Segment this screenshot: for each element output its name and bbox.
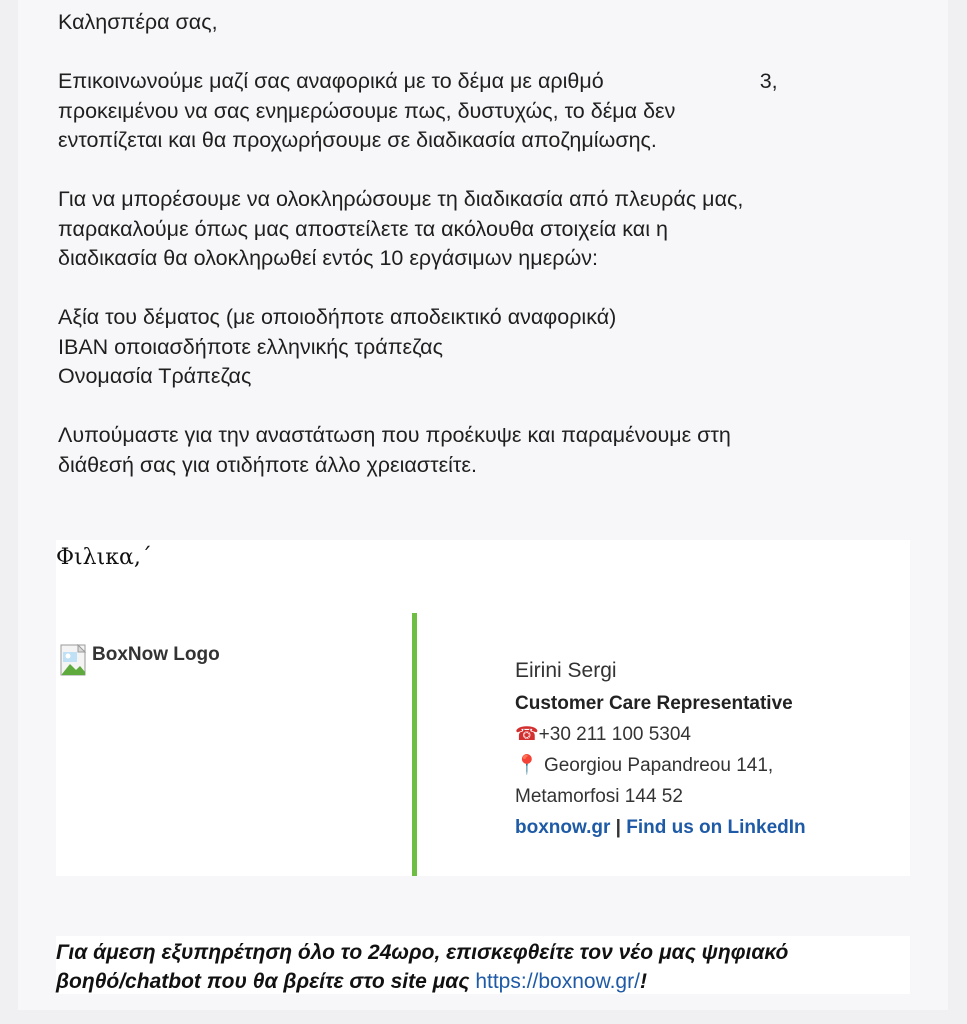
list-item: IBAN οποιασδήποτε ελληνικής τράπεζας bbox=[58, 334, 443, 359]
address-row bbox=[515, 750, 806, 781]
paragraph-request bbox=[58, 185, 918, 274]
list-item: Ονομασία Τράπεζας bbox=[58, 364, 252, 388]
greeting-line: Καλησπέρα σας, bbox=[58, 10, 218, 34]
signature-links bbox=[515, 812, 806, 843]
chatbot-notice-text bbox=[56, 938, 916, 996]
boxnow-site-link[interactable]: https://boxnow.gr/ bbox=[475, 970, 640, 993]
paragraph-request-line3: διαδικασία θα ολοκληρωθεί εντός 10 εργάσιμων ημερών: bbox=[58, 246, 598, 270]
paragraph-notice-line1: Επικοινωνούμε μαζί σας αναφορικά με το δέμα με αριθμό bbox=[58, 69, 604, 93]
company-logo bbox=[60, 644, 220, 678]
email-signature bbox=[56, 540, 910, 876]
chatbot-notice-end: ! bbox=[639, 970, 647, 993]
link-separator: | bbox=[615, 817, 621, 838]
chatbot-notice-message: Για άμεση εξυπηρέτηση όλο το 24ωρο, επισκεφθείτε τον νέο μας ψηφιακό βοηθό/chatbot που θα βρείτε στο site μας bbox=[56, 941, 789, 993]
map-pin-icon: 📍 bbox=[515, 755, 539, 776]
address-line1: Georgiou Papandreou 141, bbox=[543, 755, 774, 776]
contact-details bbox=[515, 654, 806, 843]
address-line2: Metamorfosi 144 52 bbox=[515, 786, 683, 807]
required-items-list bbox=[58, 303, 918, 392]
linkedin-link[interactable]: Find us on LinkedIn bbox=[626, 817, 806, 838]
email-message bbox=[58, 8, 918, 510]
paragraph-request-line1: Για να μπορέσουμε να ολοκληρώσουμε τη διαδικασία από πλευράς μας, bbox=[58, 187, 744, 211]
sender-role: Customer Care Representative bbox=[515, 693, 793, 714]
phone-row bbox=[515, 719, 806, 750]
paragraph-apology bbox=[58, 421, 918, 480]
closing-line: Φιλικα,΄ bbox=[56, 545, 152, 570]
redacted-parcel-number bbox=[610, 71, 760, 91]
phone-number[interactable]: +30 211 100 5304 bbox=[538, 724, 691, 745]
sender-name: Eirini Sergi bbox=[515, 659, 617, 682]
email-body bbox=[18, 0, 948, 1010]
paragraph-notice bbox=[58, 67, 918, 156]
chatbot-notice bbox=[56, 936, 910, 994]
paragraph-apology-line1: Λυπούμαστε για την αναστάτωση που προέκυψε και παραμένουμε στη bbox=[58, 423, 731, 447]
website-link[interactable]: boxnow.gr bbox=[515, 817, 611, 838]
paragraph-notice-line3: εντοπίζεται και θα προχωρήσουμε σε διαδικασία αποζημίωσης. bbox=[58, 128, 657, 152]
phone-icon: ☎ bbox=[515, 724, 539, 745]
paragraph-apology-line2: διάθεσή σας για οτιδήποτε άλλο χρειαστείτε. bbox=[58, 452, 477, 477]
paragraph-request-line2: παρακαλούμε όπως μας αποστείλετε τα ακόλουθα στοιχεία και η bbox=[58, 216, 668, 241]
paragraph-notice-line1-end: 3, bbox=[759, 69, 778, 93]
paragraph-notice-line2: προκειμένου να σας ενημερώσουμε πως, δυστυχώς, το δέμα δεν bbox=[58, 98, 676, 123]
signature-divider bbox=[412, 613, 417, 876]
list-item: Αξία του δέματος (με οποιοδήποτε αποδεικτικό αναφορικά) bbox=[58, 305, 617, 329]
broken-image-icon bbox=[60, 644, 90, 678]
logo-alt-text: BoxNow Logo bbox=[92, 644, 220, 665]
